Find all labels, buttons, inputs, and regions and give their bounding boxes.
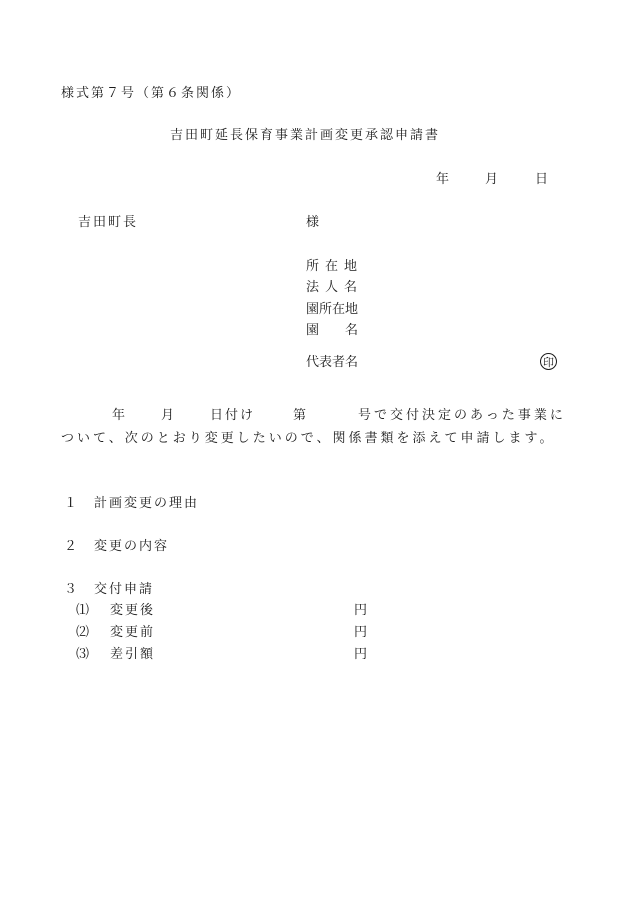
body-month: 月 (161, 408, 175, 423)
address-label: 所在地 (306, 259, 364, 274)
seal-mark: 印 (540, 353, 557, 370)
subitem-1-label: 変更後 (110, 603, 156, 618)
addressee-honorific: 様 (306, 215, 320, 230)
subitem-3-label: 差引額 (110, 647, 156, 662)
item-3-label: 交付申請 (94, 582, 155, 597)
date-year: 年 (436, 172, 450, 187)
body-dai: 第 (293, 408, 307, 423)
subitem-2-unit: 円 (354, 625, 368, 640)
form-number: 様式第７号（第６条関係） (61, 86, 242, 101)
item-1-label: 計画変更の理由 (94, 496, 200, 511)
subitem-3-number: ⑶ (76, 647, 90, 662)
date-month: 月 (485, 172, 499, 187)
date-day: 日 (535, 172, 549, 187)
subitem-2-label: 変更前 (110, 625, 156, 640)
representative-label: 代表者名 (306, 355, 359, 370)
body-line1-rest: 号で交付決定のあった事業に (358, 408, 566, 423)
subitem-2-number: ⑵ (76, 625, 90, 640)
corporation-name-label: 法人名 (306, 280, 364, 295)
nursery-address-label: 園所在地 (306, 302, 359, 317)
subitem-1-unit: 円 (354, 603, 368, 618)
body-dated: 日付け (210, 408, 256, 423)
subitem-3-unit: 円 (354, 647, 368, 662)
item-2-label: 変更の内容 (94, 539, 170, 554)
body-year: 年 (112, 408, 126, 423)
document-title: 吉田町延長保育事業計画変更承認申請書 (170, 128, 441, 143)
item-2-number: ２ (64, 539, 78, 554)
addressee-name: 吉田町長 (78, 215, 139, 230)
body-line2: ついて、次のとおり変更したいので、関係書類を添えて申請します。 (61, 431, 556, 446)
item-1-number: １ (64, 496, 78, 511)
item-3-number: ３ (64, 582, 78, 597)
nursery-name-label: 園名 (306, 323, 385, 338)
subitem-1-number: ⑴ (76, 603, 90, 618)
